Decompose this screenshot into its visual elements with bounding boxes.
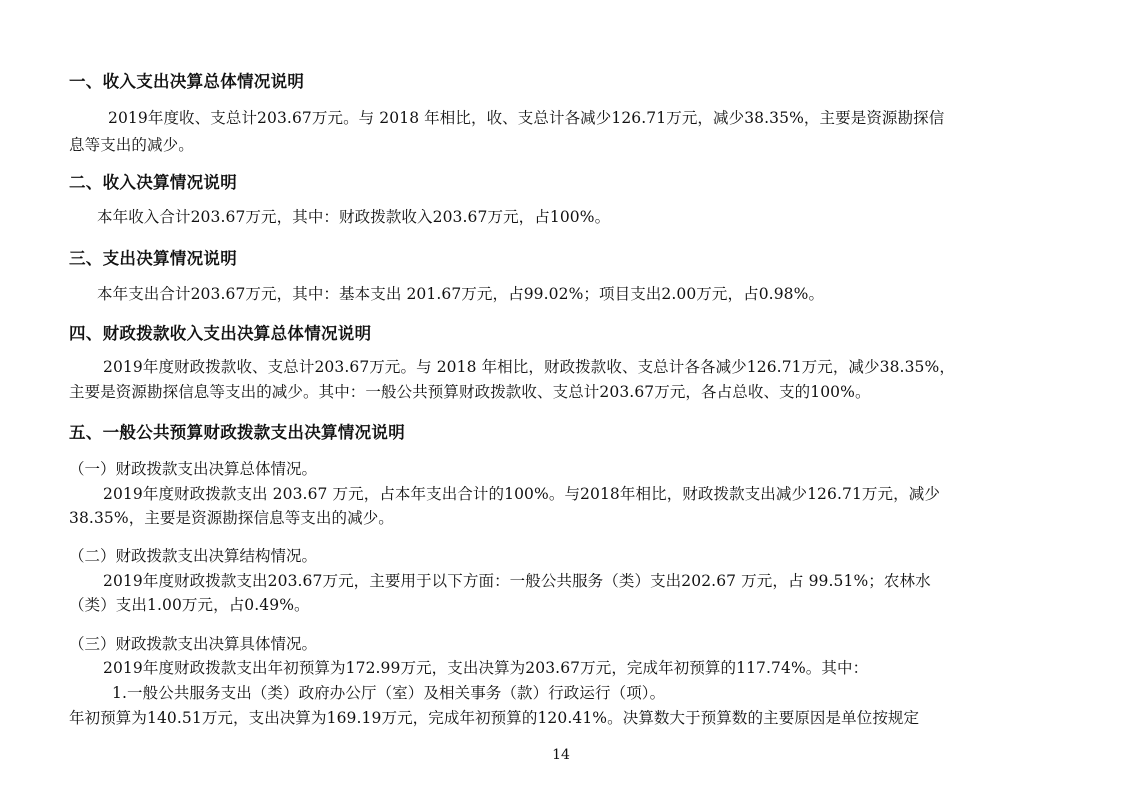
- subsection-title-1: （一）财政拨款支出决算总体情况。: [69, 460, 318, 478]
- section-heading-3: 三、支出决算情况说明: [69, 249, 237, 268]
- page-number: 14: [552, 747, 570, 763]
- paragraph-line: 息等支出的减少。: [69, 136, 194, 154]
- paragraph-line: 38.35%，主要是资源勘探信息等支出的减少。: [69, 509, 394, 527]
- section-heading-5: 五、一般公共预算财政拨款支出决算情况说明: [69, 423, 405, 442]
- paragraph-line: （类）支出1.00万元，占0.49%。: [69, 596, 310, 614]
- paragraph-line: 2019年度财政拨款支出 203.67 万元，占本年支出合计的100%。与2018年相比，财政拨款支出减少126.71万元，减少: [103, 485, 940, 503]
- paragraph-line: 本年支出合计203.67万元，其中：基本支出 201.67万元，占99.02%；项目支出2.00万元，占0.98%。: [97, 285, 825, 303]
- subsection-title-2: （二）财政拨款支出决算结构情况。: [69, 547, 318, 565]
- paragraph-line: 2019年度收、支总计203.67万元。与 2018 年相比，收、支总计各减少126.71万元，减少38.35%，主要是资源勘探信: [108, 109, 945, 127]
- paragraph-line: 2019年度财政拨款收、支总计203.67万元。与 2018 年相比，财政拨款收、支总计各各减少126.71万元，减少38.35%，: [103, 358, 955, 376]
- section-heading-2: 二、收入决算情况说明: [69, 173, 237, 192]
- paragraph-line: 年初预算为140.51万元，支出决算为169.19万元，完成年初预算的120.41%。决算数大于预算数的主要原因是单位按规定: [69, 709, 920, 727]
- paragraph-line: 2019年度财政拨款支出203.67万元，主要用于以下方面：一般公共服务（类）支出202.67 万元，占 99.51%；农林水: [103, 572, 931, 590]
- paragraph-line: 本年收入合计203.67万元，其中：财政拨款收入203.67万元，占100%。: [97, 208, 611, 226]
- list-item: 1.一般公共服务支出（类）政府办公厅（室）及相关事务（款）行政运行（项）。: [112, 684, 666, 702]
- paragraph-line: 主要是资源勘探信息等支出的减少。其中：一般公共预算财政拨款收、支总计203.67万元，各占总收、支的100%。: [69, 383, 871, 401]
- section-heading-4: 四、财政拨款收入支出决算总体情况说明: [69, 324, 372, 343]
- subsection-title-3: （三）财政拨款支出决算具体情况。: [69, 635, 318, 653]
- paragraph-line: 2019年度财政拨款支出年初预算为172.99万元，支出决算为203.67万元，完成年初预算的117.74%。其中：: [103, 659, 869, 677]
- section-heading-1: 一、收入支出决算总体情况说明: [69, 72, 305, 91]
